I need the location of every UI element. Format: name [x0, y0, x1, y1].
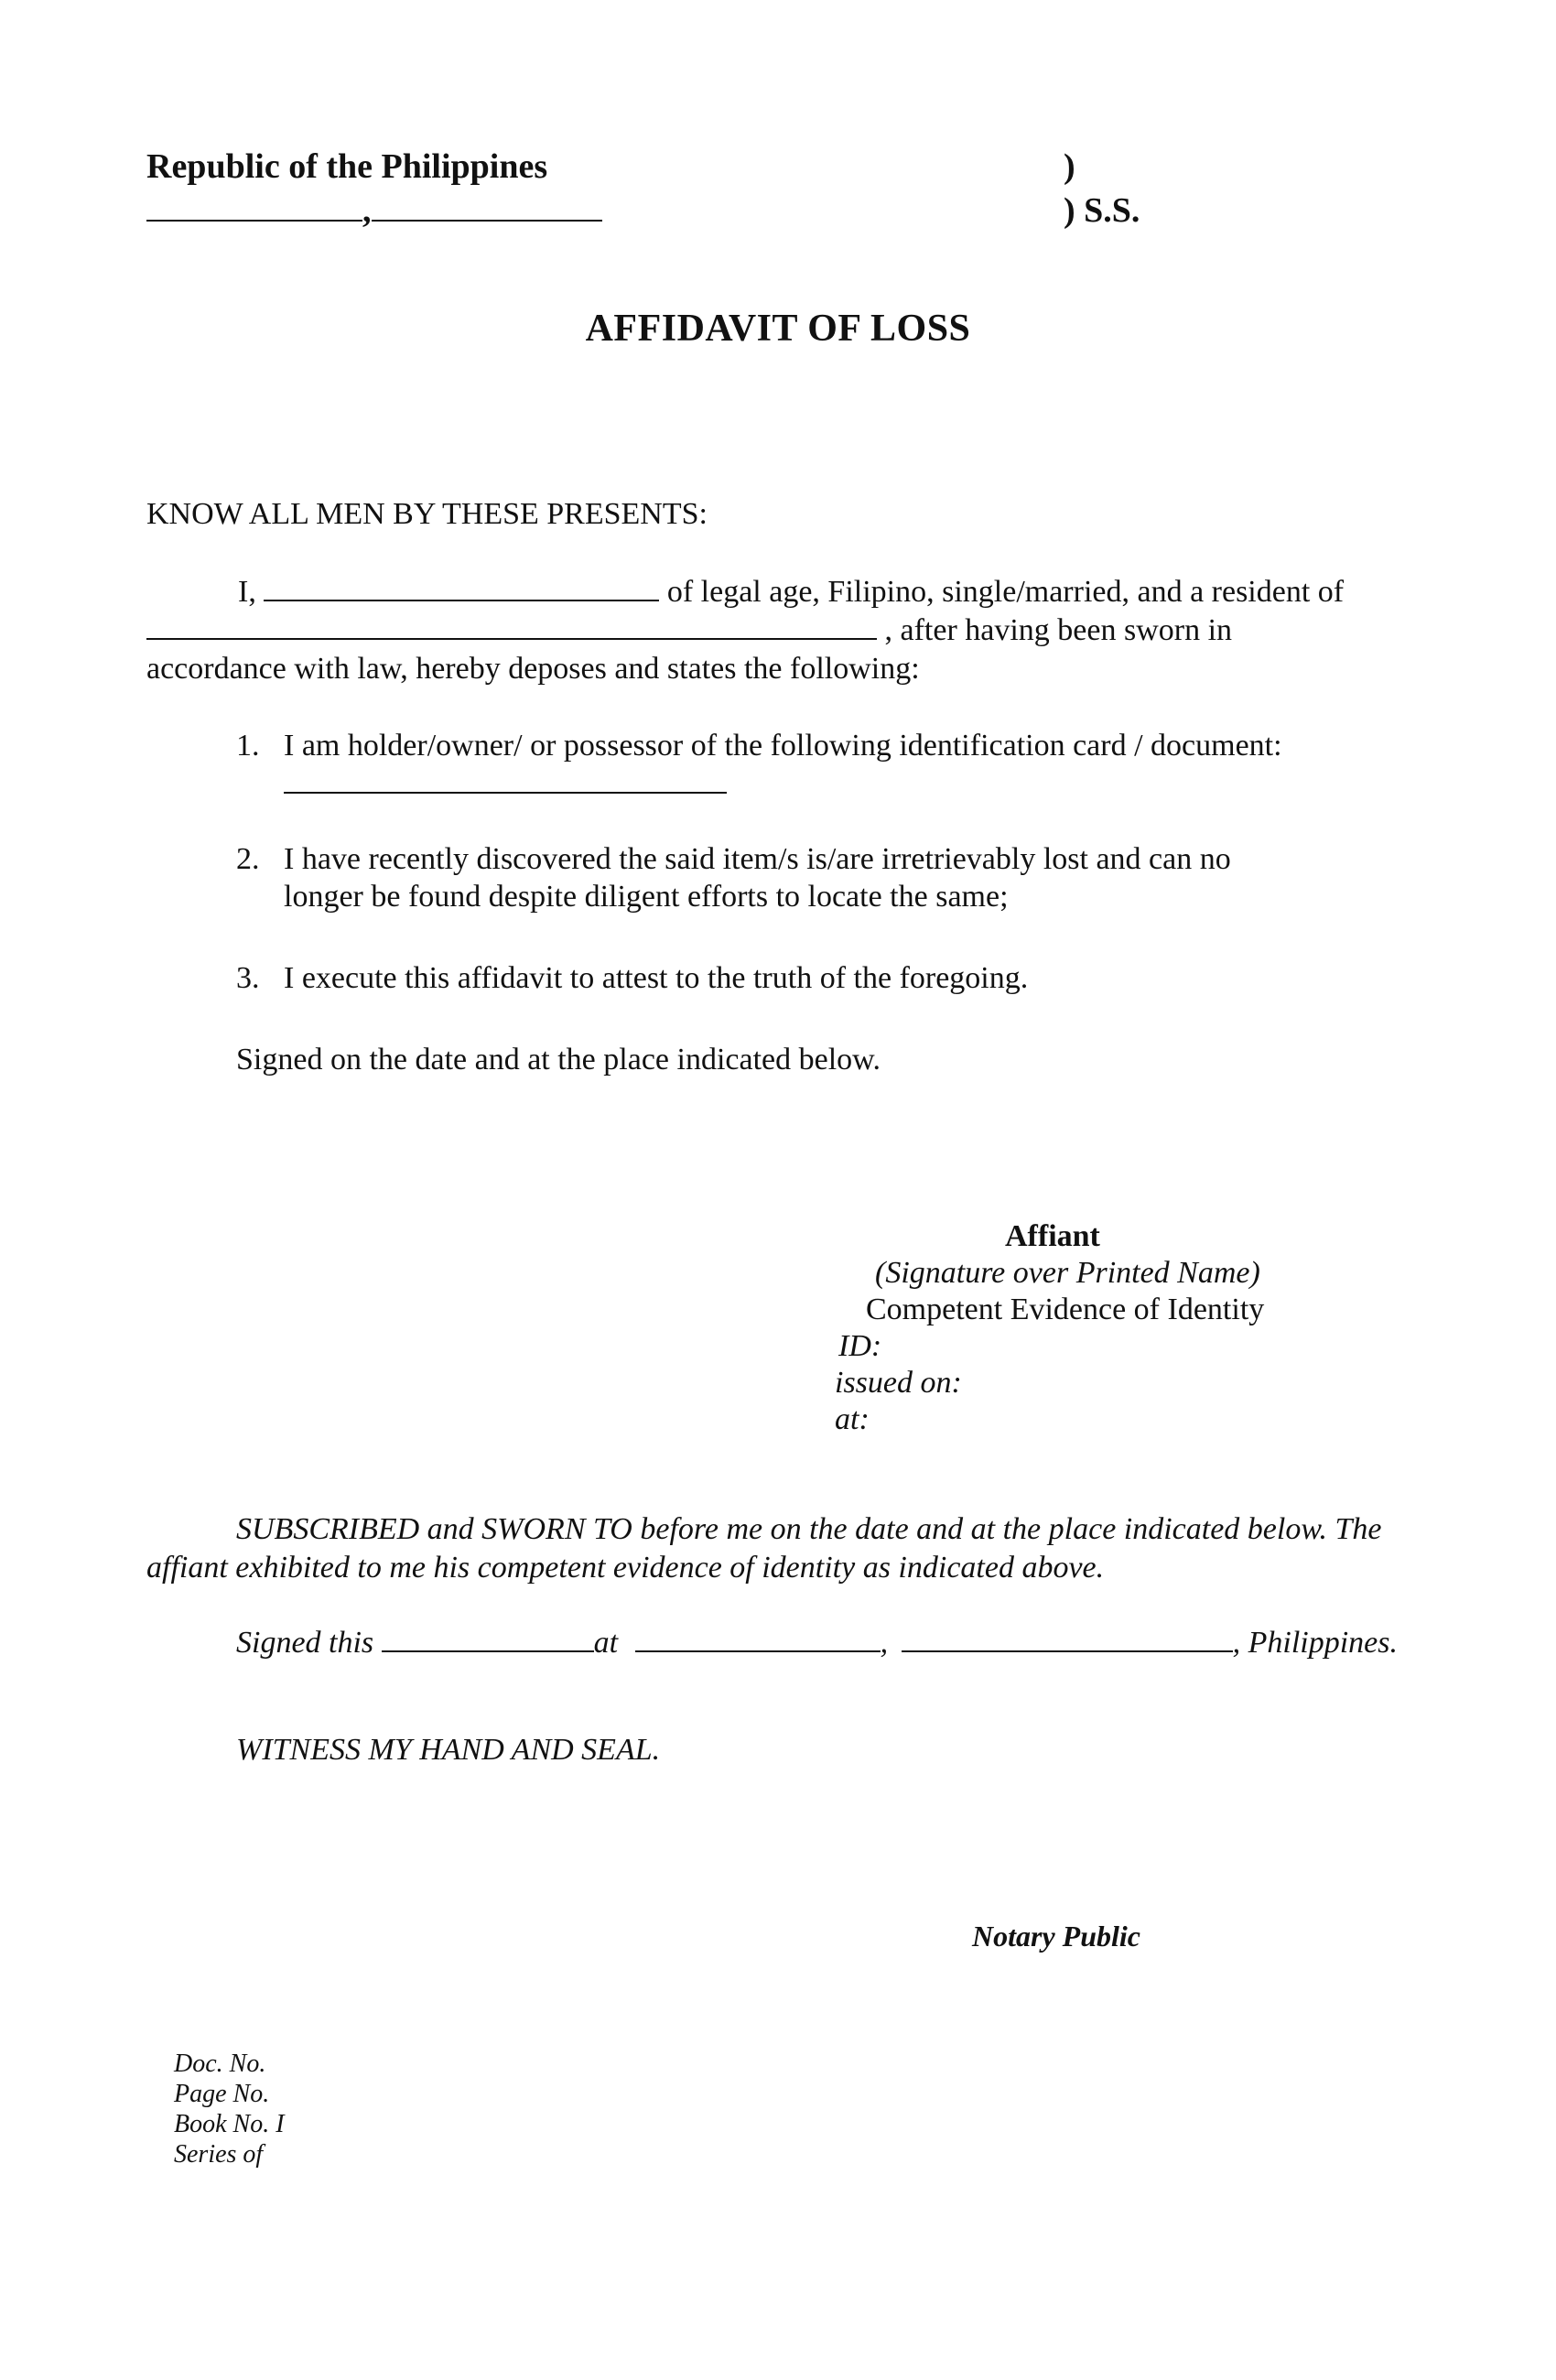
item2-number: 2.	[236, 842, 260, 876]
para1-line3: accordance with law, hereby deposes and states the following:	[146, 652, 920, 686]
item2-line1: I have recently discovered the said item/s is/are irretrievably lost and can no	[284, 842, 1231, 876]
venue-comma: ,	[362, 191, 372, 230]
name-blank	[264, 599, 659, 601]
issued-at-label: at:	[835, 1402, 870, 1436]
document-title: AFFIDAVIT OF LOSS	[585, 308, 971, 350]
item1-text: I am holder/owner/ or possessor of the following identification card / document:	[284, 729, 1282, 763]
jurat-line1: SUBSCRIBED and SWORN TO before me on the date and at the place indicated below. The	[236, 1512, 1382, 1546]
address-blank	[146, 637, 877, 640]
place-blank	[635, 1650, 881, 1652]
signed-note: Signed on the date and at the place indicated below.	[236, 1043, 881, 1076]
item3-number: 3.	[236, 961, 260, 995]
item1-number: 1.	[236, 729, 260, 763]
id-label: ID:	[838, 1329, 882, 1363]
philippines-label: , Philippines.	[1232, 1626, 1399, 1660]
signed-this-label: Signed this	[236, 1626, 374, 1660]
item2-line2: longer be found despite diligent efforts to locate the same;	[284, 880, 1009, 914]
document-blank	[284, 791, 727, 794]
place-comma: ,	[880, 1626, 889, 1660]
jurat-line2: affiant exhibited to me his competent evidence of identity as indicated above.	[146, 1551, 1105, 1585]
issued-on-label: issued on:	[835, 1366, 962, 1400]
date-blank	[382, 1650, 594, 1652]
witness-line: WITNESS MY HAND AND SEAL.	[236, 1733, 661, 1767]
item3-text: I execute this affidavit to attest to the truth of the foregoing.	[284, 961, 1029, 995]
ss-label: ) S.S.	[1064, 191, 1140, 230]
republic-heading: Republic of the Philippines	[146, 147, 548, 186]
para1-after-name: of legal age, Filipino, single/married, and a resident of	[666, 575, 1345, 609]
evidence-label: Competent Evidence of Identity	[866, 1293, 1265, 1326]
province-blank	[146, 219, 362, 222]
intro-line: KNOW ALL MEN BY THESE PRESENTS:	[146, 497, 708, 531]
item1-blank-line	[284, 765, 727, 804]
page-no: Page No.	[174, 2080, 270, 2108]
para1-line1	[238, 573, 1344, 611]
affiant-label: Affiant	[1005, 1219, 1100, 1253]
para1-after-address: , after having been sworn in	[884, 613, 1233, 647]
doc-no: Doc. No.	[174, 2050, 266, 2078]
notary-public-label: Notary Public	[972, 1920, 1140, 1953]
signed-this-line	[236, 1624, 1398, 1662]
city-place-blank	[902, 1650, 1233, 1652]
para1-start: I,	[238, 575, 256, 609]
book-no: Book No. I	[174, 2110, 285, 2138]
city-blank	[372, 219, 602, 222]
at-label: at	[593, 1626, 619, 1660]
para1-line2	[146, 611, 1232, 650]
venue-paren: )	[1064, 147, 1075, 186]
series-of: Series of	[174, 2140, 264, 2169]
venue-line	[146, 190, 602, 231]
signature-note: (Signature over Printed Name)	[875, 1256, 1260, 1290]
